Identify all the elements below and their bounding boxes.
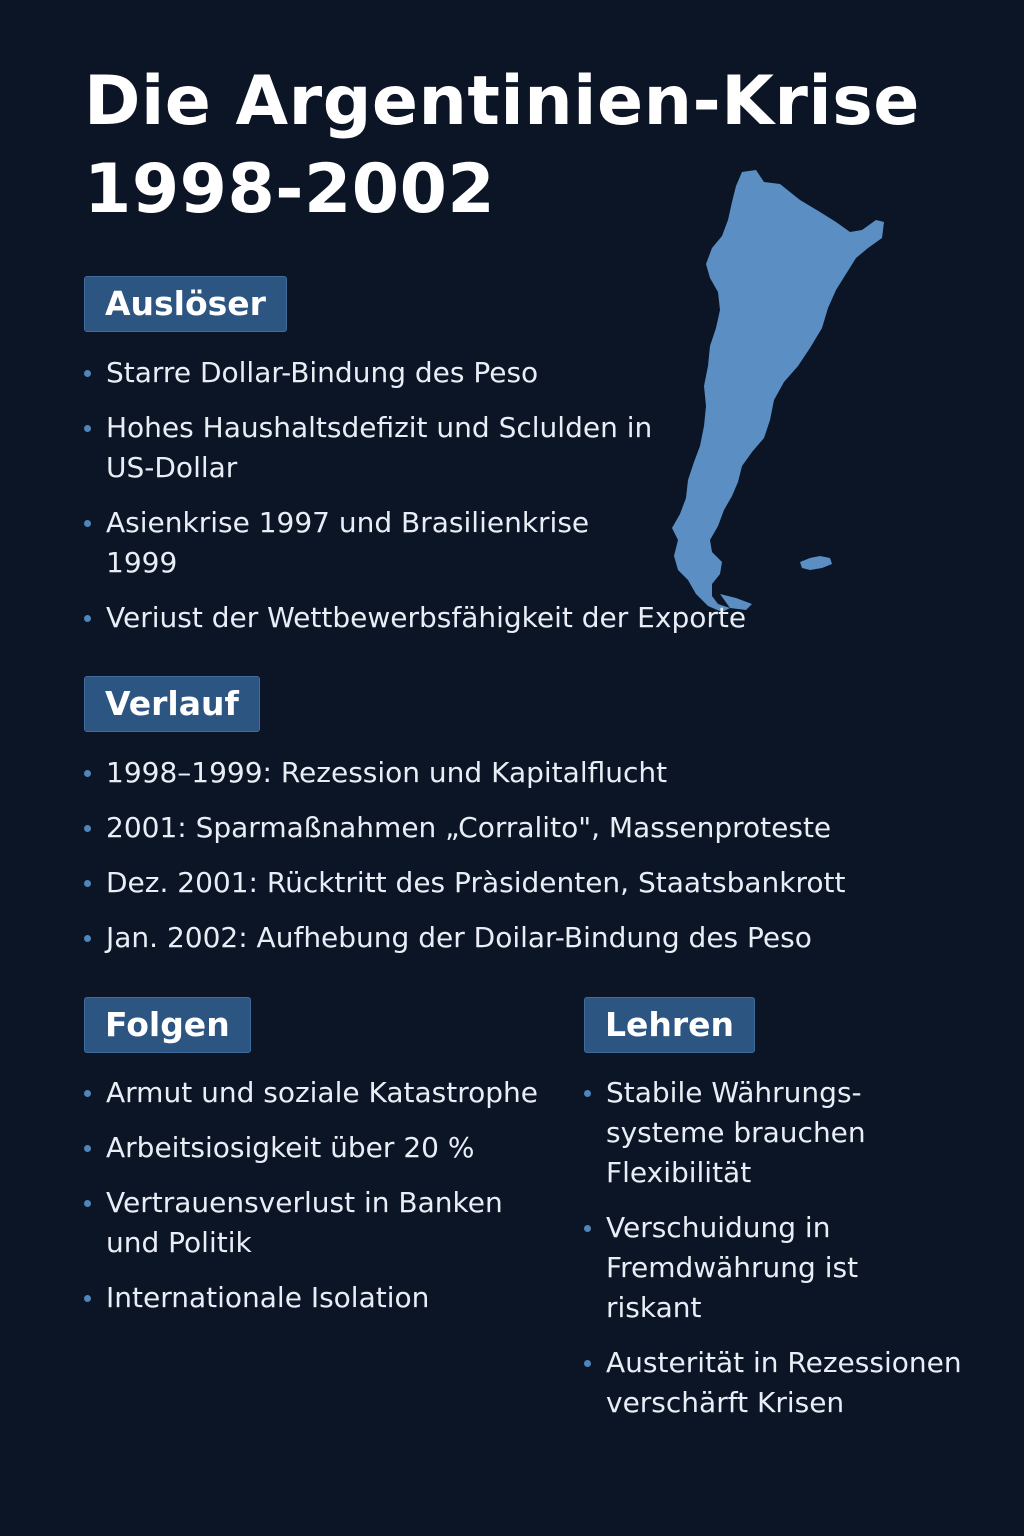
section-heading-verlauf: Verlauf — [84, 676, 260, 732]
list-item: Asienkrise 1997 und Brasilienkrise 1999 — [84, 503, 636, 583]
list-item: Jan. 2002: Aufhebung der Doilar-Bindung des Peso — [84, 918, 944, 958]
bullet-icon — [84, 1295, 91, 1302]
bullet-icon — [84, 615, 91, 622]
title-line-2: 1998-2002 — [84, 150, 496, 229]
section-heading-lehren: Lehren — [584, 997, 755, 1053]
list-item: Hohes Haushaltsdefizit und Sclulden in US-Dollar — [84, 408, 666, 488]
lehren-list — [584, 1073, 964, 1438]
bullet-icon — [84, 1090, 91, 1097]
argentina-mainland — [672, 170, 884, 612]
falkland-islands — [800, 556, 832, 570]
list-item: Verschuidung in Fremdwährung ist riskant — [584, 1208, 906, 1328]
folgen-list — [84, 1073, 564, 1333]
bullet-icon — [84, 520, 91, 527]
bullet-icon — [84, 425, 91, 432]
bullet-icon — [84, 935, 91, 942]
bullet-icon — [84, 880, 91, 887]
list-item: 1998–1999: Rezession und Kapitalflucht — [84, 753, 944, 793]
list-item: Internationale Isolation — [84, 1278, 564, 1318]
list-item: Starre Dollar-Bindung des Peso — [84, 353, 684, 393]
bullet-icon — [84, 825, 91, 832]
list-item: Dez. 2001: Rücktritt des Pràsidenten, Staatsbankrott — [84, 863, 944, 903]
list-item: 2001: Sparmaßnahmen „Corralito", Massenproteste — [84, 808, 944, 848]
list-item: Arbeitsiosigkeit über 20 % — [84, 1128, 564, 1168]
bullet-icon — [84, 1145, 91, 1152]
bullet-icon — [584, 1225, 591, 1232]
section-heading-ausloeser: Auslöser — [84, 276, 287, 332]
bullet-icon — [584, 1090, 591, 1097]
bullet-icon — [584, 1360, 591, 1367]
argentina-map-icon — [660, 160, 900, 620]
verlauf-list — [84, 753, 944, 973]
title-line-1: Die Argentinien-Krise — [84, 62, 920, 141]
bullet-icon — [84, 770, 91, 777]
list-item: Austerität in Rezessionen verschärft Krisen — [584, 1343, 981, 1423]
bullet-icon — [84, 1200, 91, 1207]
list-item: Vertrauensverlust in Banken und Politik — [84, 1183, 546, 1263]
section-heading-folgen: Folgen — [84, 997, 251, 1053]
list-item: Stabile Währungs-systeme brauchen Flexibilität — [584, 1073, 906, 1193]
ausloeser-list — [84, 353, 747, 653]
bullet-icon — [84, 370, 91, 377]
list-item: Armut und soziale Katastrophe — [84, 1073, 564, 1113]
list-item: Veriust der Wettbewerbsfähigkeit der Exporte — [84, 598, 866, 638]
